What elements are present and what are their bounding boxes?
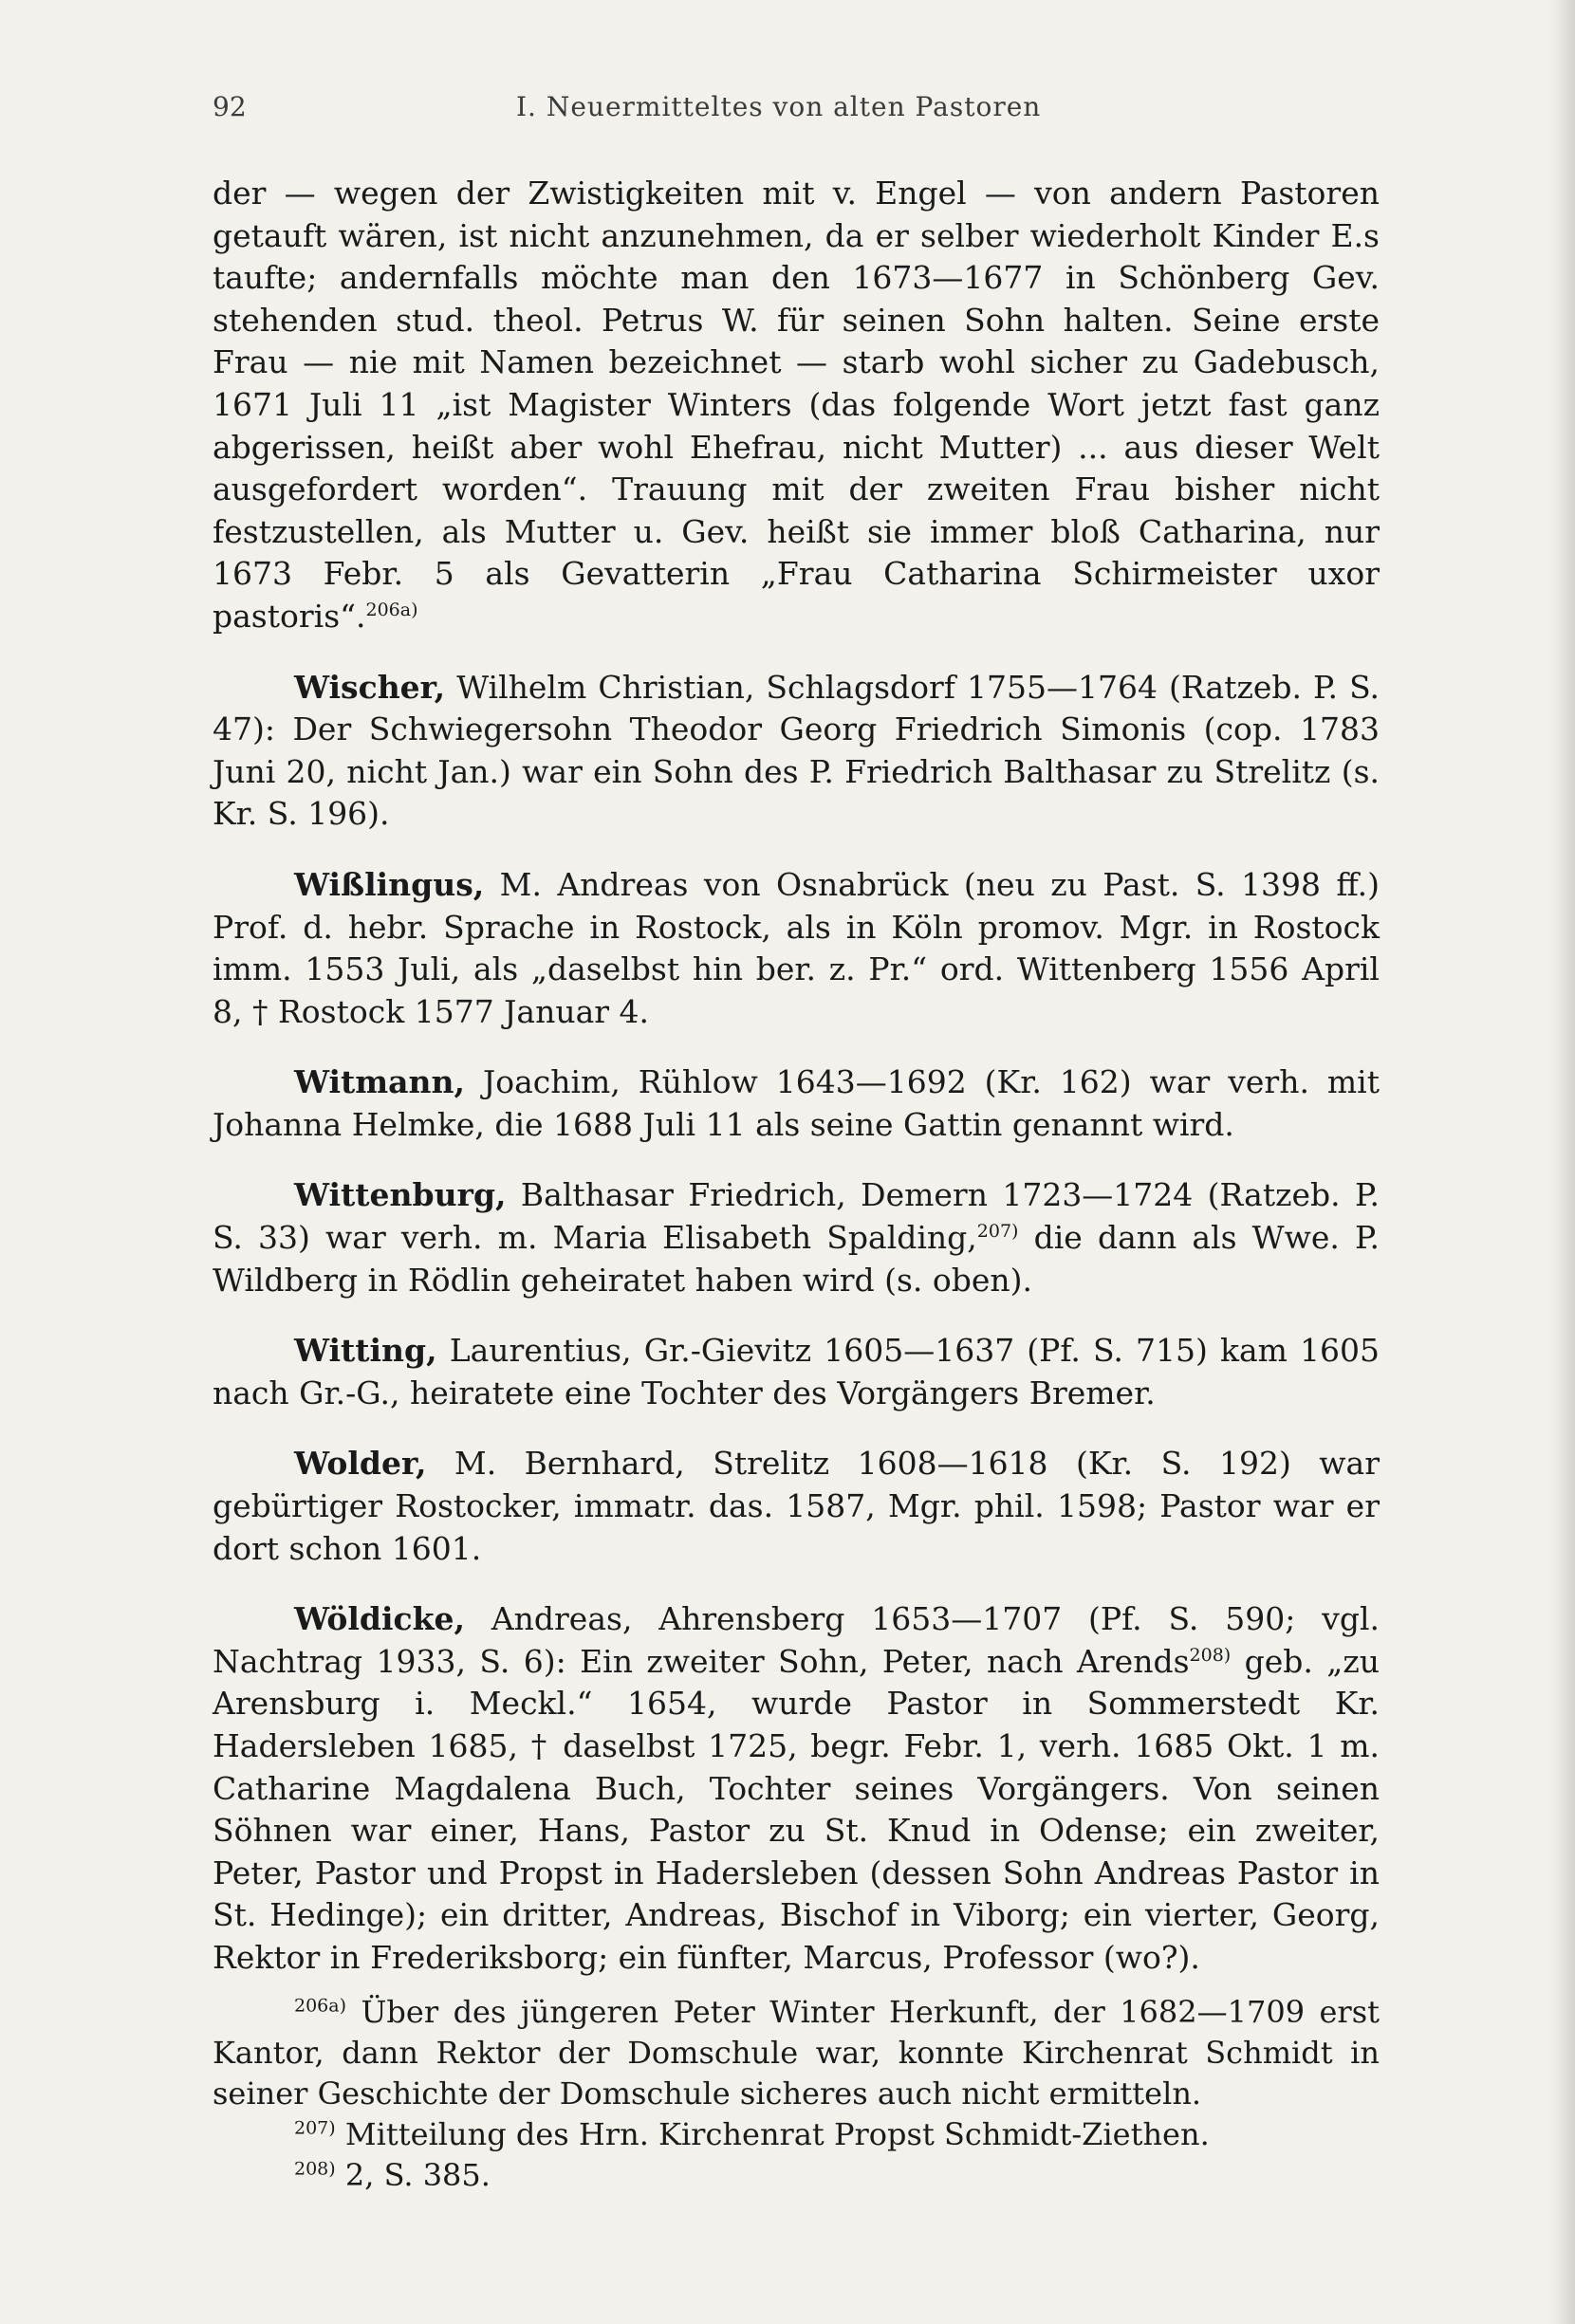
page-number: 92	[213, 91, 247, 122]
entry-name: Witting,	[294, 1332, 437, 1370]
entry-witmann	[213, 1061, 1380, 1146]
page-edge-shadow	[1550, 0, 1575, 2324]
footnote-mark: 206a)	[294, 1995, 347, 2017]
running-title: I. Neuermitteltes von alten Pastoren	[516, 91, 1042, 122]
entry-wolder	[213, 1443, 1380, 1570]
entry-woeldicke	[213, 1598, 1380, 1979]
footnotes	[213, 1992, 1380, 2196]
entry-witting	[213, 1330, 1380, 1414]
entry-continuation	[213, 173, 1380, 638]
footnote-text: Über des jüngeren Peter Winter Herkunft, der 1682—1709 erst Kantor, dann Rektor der Domschule war, konnte Kirchenrat Schmidt in seiner Geschichte der Domschule sicheres auch nicht ermitteln.	[213, 1994, 1380, 2112]
footnote-text: 2, S. 385.	[335, 2157, 491, 2193]
entry-text: Andreas, Ahrensberg 1653—1707 (Pf. S. 590; vgl. Nachtrag 1933, S. 6): Ein zweiter Sohn, Peter, nach Arends	[213, 1600, 1380, 1680]
entry-name: Wöldicke,	[294, 1600, 465, 1638]
entry-text: Balthasar Friedrich, Demern 1723—1724 (Ratzeb. P. S. 33) war verh. m. Maria Elisabeth Spalding,	[213, 1176, 1380, 1257]
entry-name: Witmann,	[294, 1063, 466, 1101]
entry-text-continued: die dann als Wwe. P. Wildberg in Rödlin geheiratet haben wird (s. oben).	[213, 1219, 1380, 1299]
entry-name: Wischer,	[294, 668, 446, 706]
footnote-208	[213, 2155, 1380, 2196]
entry-text: der — wegen der Zwistigkeiten mit v. Engel — von andern Pastoren getauft wären, ist nicht anzunehmen, da er selber wiederholt Kinder E.s taufte; andernfalls möchte man den 1673—1677 in Schönberg Gev. stehenden stud. theol. Petrus W. für seinen Sohn halten. Seine erste Frau — nie mit Namen bezeichnet — starb wohl sicher zu Gadebusch, 1671 Juli 11 „ist Magister Winters (das folgende Wort jetzt fast ganz abgerissen, heißt aber wohl Ehefrau, nicht Mutter) ... aus dieser Welt ausgefordert worden“. Trauung mit der zweiten Frau bisher nicht festzustellen, als Mutter u. Gev. heißt sie immer bloß Catharina, nur 1673 Febr. 5 als Gevatterin „Frau Catharina Schirmeister uxor pastoris“.	[213, 175, 1380, 635]
entry-wischer	[213, 667, 1380, 836]
entry-name: Wolder,	[294, 1445, 427, 1483]
footnote-ref: 206a)	[365, 599, 418, 620]
entry-text-continued: geb. „zu Arensburg i. Meckl.“ 1654, wurde Pastor in Sommerstedt Kr. Hadersleben 1685, † daselbst 1725, begr. Febr. 1, verh. 1685 Okt. 1 m. Catharine Magdalena Buch, Tochter seines Vorgängers. Von seinen Söhnen war einer, Hans, Pastor zu St. Knud in Odense; ein zweiter, Peter, Pastor und Propst in Hadersleben (dessen Sohn Andreas Pastor in St. Hedinge); ein dritter, Andreas, Bischof in Viborg; ein vierter, Georg, Rektor in Frederiksborg; ein fünfter, Marcus, Professor (wo?).	[213, 1642, 1380, 1976]
footnote-ref: 207)	[976, 1221, 1019, 1243]
entry-text: Joachim, Rühlow 1643—1692 (Kr. 162) war verh. mit Johanna Helmke, die 1688 Juli 11 als seine Gattin genannt wird.	[213, 1063, 1380, 1143]
entry-wittenburg	[213, 1174, 1380, 1301]
entry-name: Wittenburg,	[294, 1176, 507, 1214]
entry-text: M. Bernhard, Strelitz 1608—1618 (Kr. S. 192) war gebürtiger Rostocker, immatr. das. 1587, Mgr. phil. 1598; Pastor war er dort schon 1601.	[213, 1445, 1380, 1567]
entry-text: Laurentius, Gr.-Gievitz 1605—1637 (Pf. S. 715) kam 1605 nach Gr.-G., heiratete eine Tochter des Vorgängers Bremer.	[213, 1332, 1380, 1411]
footnote-mark: 207)	[294, 2117, 336, 2139]
footnote-206a	[213, 1992, 1380, 2114]
footnote-ref: 208)	[1189, 1644, 1232, 1666]
entry-name: Wißlingus,	[294, 865, 485, 903]
footnote-mark: 208)	[294, 2158, 336, 2180]
running-head	[213, 91, 1380, 129]
entry-text: Wilhelm Christian, Schlagsdorf 1755—1764 (Ratzeb. P. S. 47): Der Schwiegersohn Theodor Georg Friedrich Simonis (cop. 1783 Juni 20, nicht Jan.) war ein Sohn des P. Friedrich Balthasar zu Strelitz (s. Kr. S. 196).	[213, 668, 1380, 833]
footnote-text: Mitteilung des Hrn. Kirchenrat Propst Schmidt-Ziethen.	[335, 2116, 1210, 2152]
entry-wisslingus	[213, 864, 1380, 1033]
entry-text: M. Andreas von Osnabrück (neu zu Past. S. 1398 ff.) Prof. d. hebr. Sprache in Rostock, als in Köln promov. Mgr. in Rostock imm. 1553 Juli, als „daselbst hin ber. z. Pr.“ ord. Wittenberg 1556 April 8, † Rostock 1577 Januar 4.	[213, 865, 1380, 1030]
footnote-207	[213, 2114, 1380, 2155]
body-text	[213, 173, 1380, 1980]
